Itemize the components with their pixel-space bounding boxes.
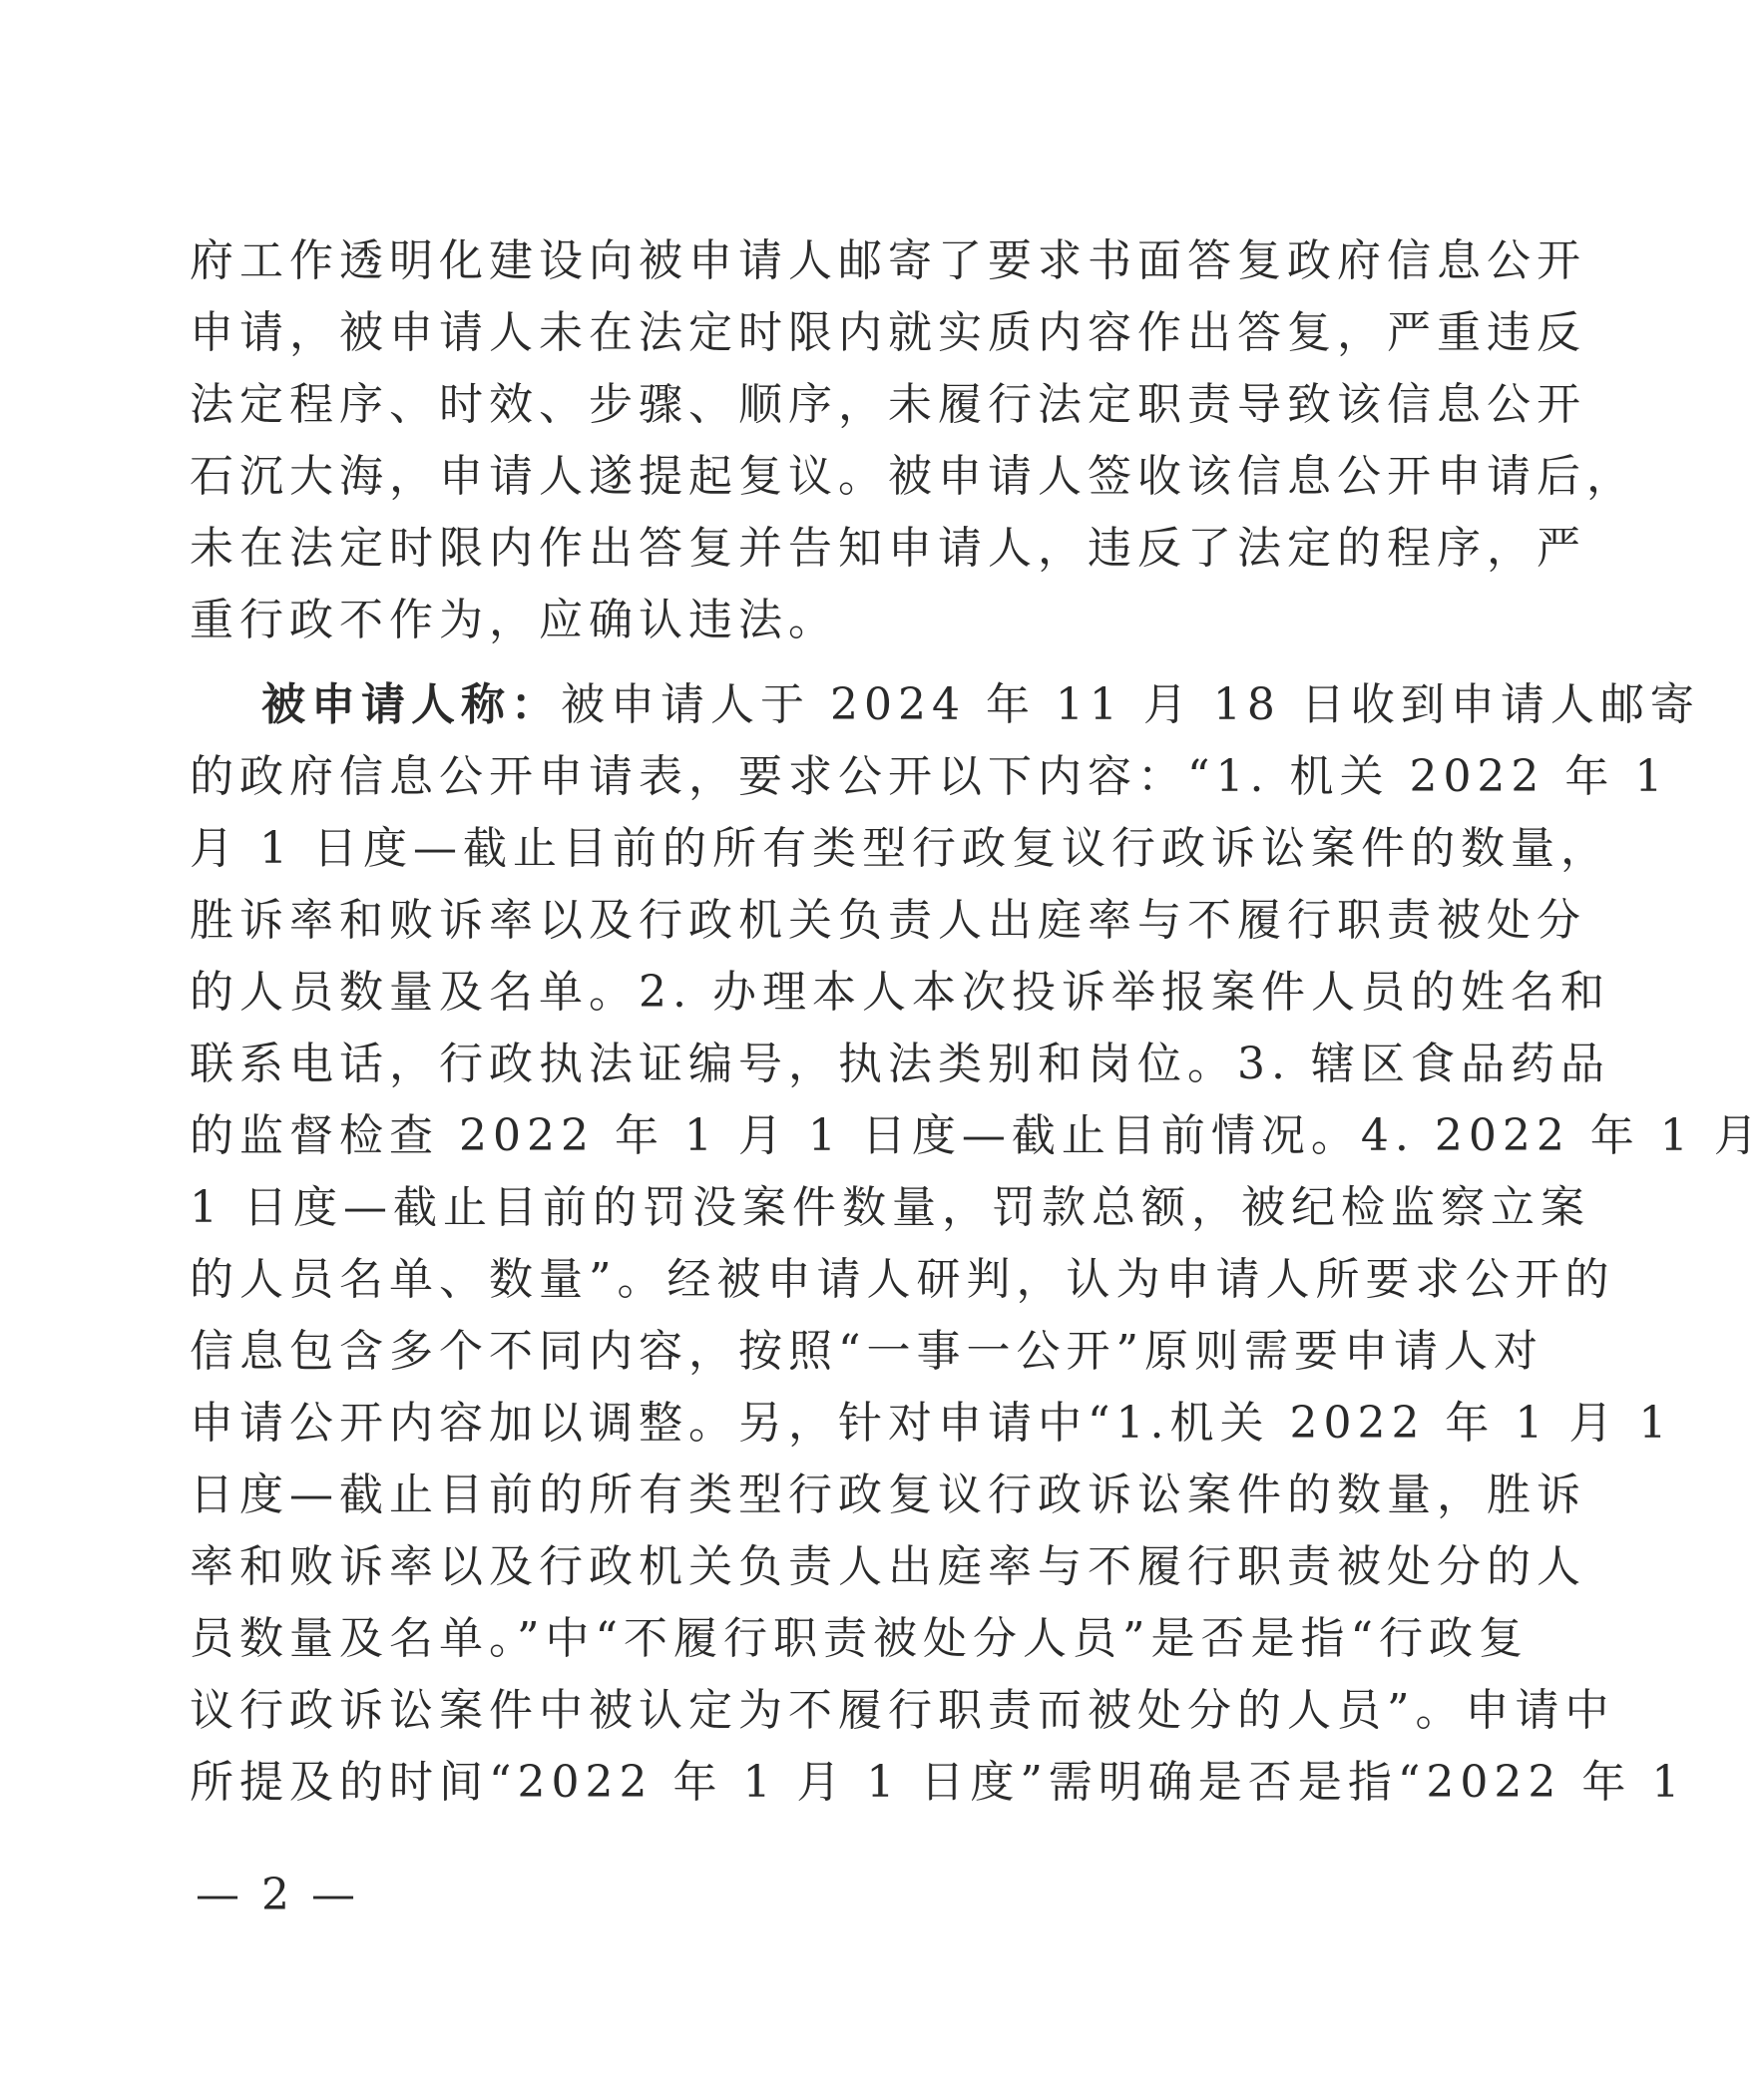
text-line: 的监督检查 2022 年 1 月 1 日度—截止目前情况。4. 2022 年 1 月 [190,1110,1764,1161]
text-line: 率和败诉率以及行政机关负责人出庭率与不履行职责被处分的人 [190,1541,1586,1592]
text-line: 申请，被申请人未在法定时限内就实质内容作出答复，严重违反 [190,307,1586,358]
text-line: 信息包含多个不同内容，按照“一事一公开”原则需要申请人对 [190,1326,1544,1377]
text-line: 的政府信息公开申请表，要求公开以下内容：“1. 机关 2022 年 1 [190,751,1669,802]
section-heading: 被申请人称： [261,679,561,730]
text-fragment: 被申请人于 2024 年 11 月 18 日收到申请人邮寄 [561,679,1700,730]
text-line: 石沉大海，申请人遂提起复议。被申请人签收该信息公开申请后， [190,451,1636,502]
text-line: 胜诉率和败诉率以及行政机关负责人出庭率与不履行职责被处分 [190,895,1586,946]
text-line: 联系电话，行政执法证编号，执法类别和岗位。3. 辖区食品药品 [190,1039,1610,1089]
text-line: 日度—截止目前的所有类型行政复议行政诉讼案件的数量，胜诉 [190,1470,1586,1520]
text-line: 重行政不作为，应确认违法。 [190,595,838,645]
text-line: 员数量及名单。”中“不履行职责被处分人员”是否是指“行政复 [190,1613,1529,1664]
text-line: 的人员名单、数量”。经被申请人研判，认为申请人所要求公开的 [190,1254,1615,1305]
text-line: 的人员数量及名单。2. 办理本人本次投诉举报案件人员的姓名和 [190,967,1610,1018]
text-line: 议行政诉讼案件中被认定为不履行职责而被处分的人员”。申请中 [190,1685,1615,1736]
text-line: 未在法定时限内作出答复并告知申请人，违反了法定的程序，严 [190,523,1586,574]
text-line: 所提及的时间“2022 年 1 月 1 日度”需明确是否是指“2022 年 1 [190,1757,1686,1808]
text-line: 月 1 日度—截止目前的所有类型行政复议行政诉讼案件的数量， [190,823,1610,874]
text-line: 府工作透明化建设向被申请人邮寄了要求书面答复政府信息公开 [190,235,1586,286]
text-line: 1 日度—截止目前的罚没案件数量，罚款总额，被纪检监察立案 [190,1182,1590,1233]
text-line: 法定程序、时效、步骤、顺序，未履行法定职责导致该信息公开 [190,379,1586,430]
paragraph-first-line [261,673,1700,737]
page-number: — 2 — [196,1870,359,1920]
text-line: 申请公开内容加以调整。另，针对申请中“1.机关 2022 年 1 月 1 [190,1398,1673,1449]
